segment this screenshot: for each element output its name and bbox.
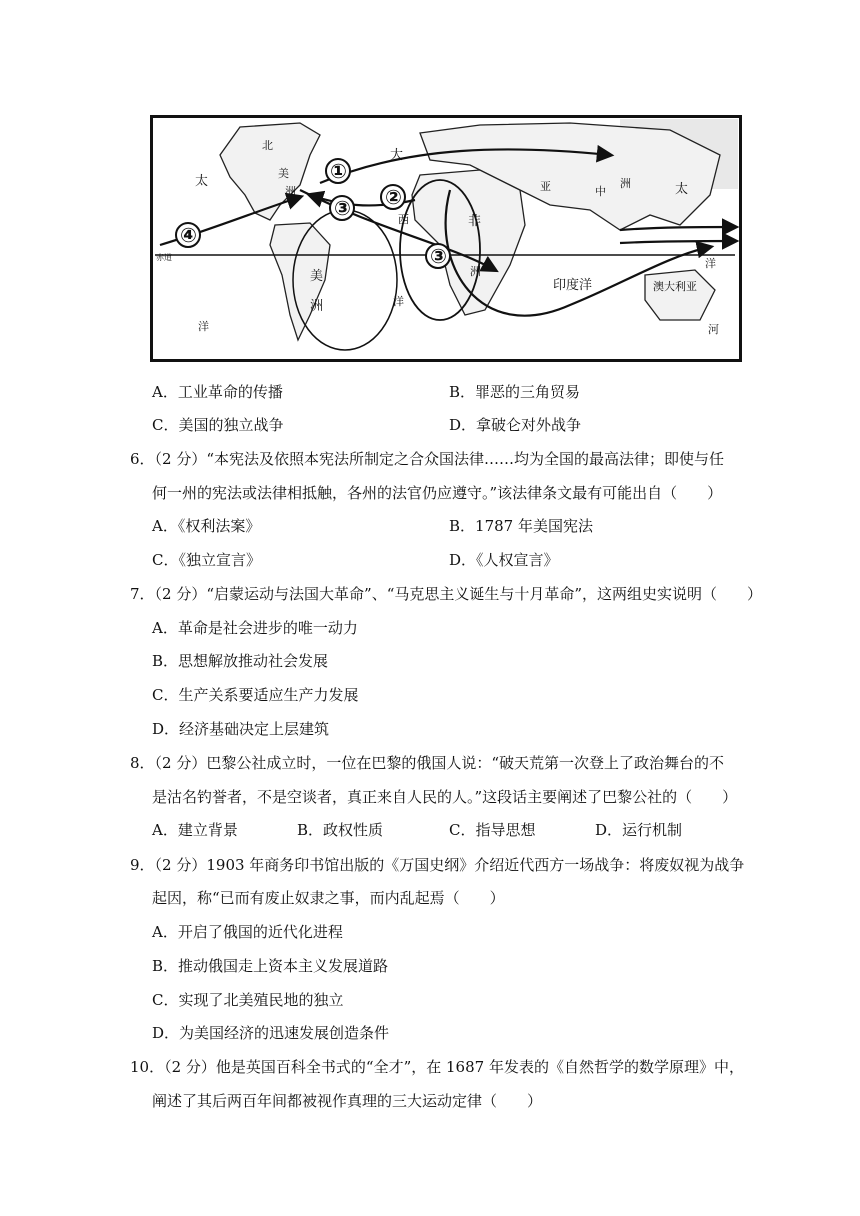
label-yang-mid: 洋	[393, 295, 404, 308]
label-fei: 非	[468, 214, 482, 229]
route-label-4: ④	[180, 223, 197, 247]
q6-stem-line1: 6．（2 分）“本宪法及依照本宪法所制定之合众国法律……均为全国的最高法律；即使与任	[130, 450, 725, 468]
q8-option-d[interactable]: D．运行机制	[595, 821, 683, 839]
label-he: 河	[708, 323, 719, 336]
label-zhong: 中	[595, 185, 606, 198]
q6-option-a[interactable]: A．《权利法案》	[152, 517, 261, 535]
label-zhou-asia: 洲	[620, 177, 631, 190]
q6-option-b[interactable]: B．1787 年美国宪法	[449, 517, 593, 535]
label-tai-left: 太	[195, 174, 209, 189]
label-yang-left: 洋	[198, 320, 209, 333]
label-nanzhou: 洲	[310, 299, 324, 314]
label-xi: 西	[398, 213, 409, 226]
q9-option-c[interactable]: C．实现了北美殖民地的独立	[152, 991, 344, 1009]
q7-option-c[interactable]: C．生产关系要适应生产力发展	[152, 686, 359, 704]
q9-option-a[interactable]: A．开启了俄国的近代化进程	[152, 923, 343, 941]
label-north: 北	[262, 139, 273, 152]
q7-option-b[interactable]: B．思想解放推动社会发展	[152, 652, 329, 670]
q5-option-a[interactable]: A．工业革命的传播	[152, 383, 283, 401]
q8-option-c[interactable]: C．指导思想	[449, 821, 536, 839]
q7-option-a[interactable]: A．革命是社会进步的唯一动力	[152, 619, 358, 637]
trade-routes-map	[150, 115, 742, 362]
q6-stem-line2: 何一州的宪法或法律相抵触，各州的法官仍应遵守。”该法律条文最有可能出自（ ）	[152, 484, 723, 502]
q8-option-b[interactable]: B．政权性质	[297, 821, 384, 839]
label-australia: 澳大利亚	[653, 280, 697, 293]
q7-option-d[interactable]: D．经济基础决定上层建筑	[152, 720, 330, 738]
route-label-1: ①	[330, 159, 347, 183]
label-mei: 美	[278, 167, 289, 180]
q10-stem-line1: 10．（2 分）他是英国百科全书式的“全才”，在 1687 年发表的《自然哲学的数学原理》中，	[130, 1058, 744, 1076]
q9-stem-line2: 起因，称“已而有废止奴隶之事，而内乱起焉（ ）	[152, 889, 505, 907]
label-zhou: 洲	[285, 185, 296, 198]
q5-option-b[interactable]: B．罪恶的三角贸易	[449, 383, 581, 401]
label-asia: 亚	[540, 180, 551, 193]
q5-option-d[interactable]: D．拿破仑对外战争	[449, 416, 582, 434]
label-indian-ocean: 印度洋	[553, 278, 593, 293]
label-tai-right: 太	[675, 182, 689, 197]
q9-stem-line1: 9．（2 分）1903 年商务印书馆出版的《万国史纲》介绍近代西方一场战争：将废奴视为战争	[130, 856, 745, 874]
q9-option-b[interactable]: B．推动俄国走上资本主义发展道路	[152, 957, 389, 975]
label-nanmei: 美	[310, 269, 324, 284]
route-label-3a: ③	[334, 196, 351, 220]
q5-option-c[interactable]: C．美国的独立战争	[152, 416, 284, 434]
q7-stem-line1: 7．（2 分）“启蒙运动与法国大革命”、“马克思主义诞生与十月革命”，这两组史实说明（ ）	[130, 585, 763, 603]
q10-stem-line2: 阐述了其后两百年间都被视作真理的三大运动定律（ ）	[152, 1092, 543, 1110]
route-label-2: ②	[385, 185, 402, 209]
label-equator: 赤道	[156, 253, 172, 262]
q8-stem-line1: 8．（2 分）巴黎公社成立时，一位在巴黎的俄国人说：“破天荒第一次登上了政治舞台的不	[130, 754, 725, 772]
q9-option-d[interactable]: D．为美国经济的迅速发展创造条件	[152, 1024, 390, 1042]
q8-stem-line2: 是沽名钓誉者，不是空谈者，真正来自人民的人。”这段话主要阐述了巴黎公社的（ ）	[152, 788, 738, 806]
label-zhou-africa: 洲	[470, 265, 481, 278]
q6-option-d[interactable]: D．《人权宣言》	[449, 551, 559, 569]
q8-option-a[interactable]: A．建立背景	[152, 821, 238, 839]
route-label-3b: ③	[430, 244, 447, 268]
label-da: 大	[390, 148, 404, 163]
label-yang-right: 洋	[705, 257, 716, 270]
q6-option-c[interactable]: C．《独立宣言》	[152, 551, 261, 569]
